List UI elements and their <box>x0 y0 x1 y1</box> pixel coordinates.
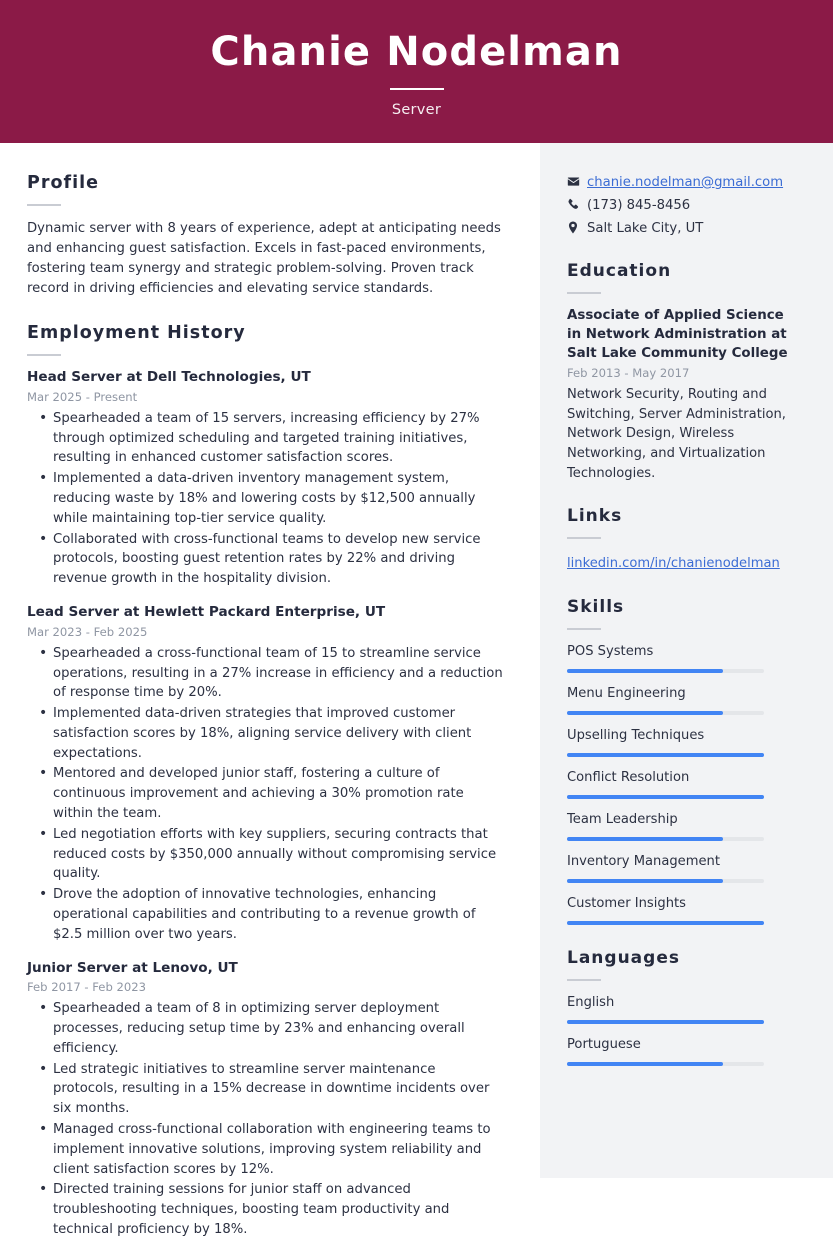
phone-icon <box>567 196 587 211</box>
employment-bullet: • Drove the adoption of innovative technologies, enhancing operational capabilities and contributing to a revenue growth of $2.5 million over two years. <box>27 885 504 944</box>
skill <box>567 727 793 757</box>
resume-body <box>0 143 833 1238</box>
candidate-name: Chanie Nodelman <box>210 29 623 75</box>
employment-bullet: • Spearheaded a team of 15 servers, increasing efficiency by 27% through optimized scheduling and targeted training initiatives, resulting in enhanced customer satisfaction scores. <box>27 409 504 468</box>
employment-bullet: • Managed cross-functional collaboration with engineering teams to implement innovative solutions, improving system reliability and client satisfaction scores by 12%. <box>27 1120 504 1179</box>
contact-row <box>567 219 793 238</box>
profile-link[interactable]: linkedin.com/in/chanienodelman <box>567 556 780 572</box>
employment-bullet: • Spearheaded a cross-functional team of 15 to streamline service operations, resulting in a 27% increase in efficiency and a reduction of response time by 20%. <box>27 644 504 703</box>
contact-row <box>567 196 793 215</box>
education-description: Network Security, Routing and Switching, Server Administration, Network Design, Wireless Networking, and Virtualization Technologies. <box>567 387 786 481</box>
languages-heading: Languages <box>567 947 680 968</box>
skill-level-track <box>567 753 764 757</box>
employment-bullet: • Collaborated with cross-functional teams to develop new service protocols, boosting guest retention rates by 22% and driving revenue growth in the hospitality division. <box>27 530 504 589</box>
employment-entry-title: Junior Server at Lenovo, UT <box>27 959 238 976</box>
employment-heading: Employment History <box>27 323 246 344</box>
education-section <box>567 261 793 483</box>
contact-value: Salt Lake City, UT <box>587 221 704 237</box>
map-pin-icon <box>567 219 587 234</box>
employment-entry-bullets <box>27 409 504 589</box>
employment-bullet: • Led strategic initiatives to streamline server maintenance protocols, resulting in a 15% decrease in downtime incidents over six months. <box>27 1060 504 1119</box>
skill-label: Conflict Resolution <box>567 769 690 785</box>
education-heading-rule <box>567 292 601 294</box>
skills-heading: Skills <box>567 596 625 617</box>
skill-level-fill <box>567 669 723 673</box>
employment-entry <box>27 960 504 1240</box>
skill-level-track <box>567 921 764 925</box>
language <box>567 1036 793 1066</box>
skill-level-fill <box>567 711 723 715</box>
employment-entry-dates: Mar 2023 - Feb 2025 <box>27 624 148 639</box>
sidebar-column <box>540 143 833 1178</box>
skill-level-fill <box>567 921 764 925</box>
skills-section <box>567 597 793 925</box>
skill-level-track <box>567 879 764 883</box>
skill-label: Customer Insights <box>567 895 686 911</box>
employment-bullet: • Led negotiation efforts with key suppliers, securing contracts that reduced costs by $350,000 annually without compromising service quality. <box>27 825 504 884</box>
language-level-fill <box>567 1062 723 1066</box>
candidate-job-title: Server <box>391 102 442 118</box>
language-level-track <box>567 1062 764 1066</box>
skill <box>567 685 793 715</box>
skill <box>567 769 793 799</box>
employment-entry-dates: Feb 2017 - Feb 2023 <box>27 980 146 995</box>
skills-heading-rule <box>567 628 601 630</box>
skill-level-track <box>567 669 764 673</box>
skill-level-track <box>567 711 764 715</box>
employment-section <box>27 323 504 1240</box>
employment-bullet: • Spearheaded a team of 8 in optimizing server deployment processes, reducing setup time by 23% and enhancing overall efficiency. <box>27 999 504 1058</box>
education-heading: Education <box>567 261 672 282</box>
language-label: Portuguese <box>567 1036 641 1052</box>
employment-entry <box>27 604 504 945</box>
profile-heading: Profile <box>27 173 99 193</box>
employment-bullet: • Mentored and developed junior staff, fostering a culture of continuous improvement and achieving a 30% promotion rate within the team. <box>27 764 504 823</box>
links-list <box>567 552 793 574</box>
employment-bullet: • Directed training sessions for junior staff on advanced troubleshooting techniques, boosting team productivity and technical proficiency by 18%. <box>27 1180 504 1239</box>
employment-list <box>27 369 504 1240</box>
employment-bullet: • Implemented a data-driven inventory management system, reducing waste by 18% and lowering costs by $12,500 annually while maintaining top-tier service quality. <box>27 469 504 528</box>
skill-level-fill <box>567 837 723 841</box>
contact-email-link[interactable]: chanie.nodelman@gmail.com <box>587 175 784 190</box>
language-level-track <box>567 1020 764 1024</box>
employment-entry-bullets <box>27 644 504 945</box>
main-column <box>0 143 540 1238</box>
employment-entry-bullets <box>27 999 504 1240</box>
contact-row[interactable] <box>567 173 793 192</box>
skill-label: POS Systems <box>567 643 654 659</box>
contact-list <box>567 173 793 238</box>
skill <box>567 811 793 841</box>
skill <box>567 895 793 925</box>
language-level-fill <box>567 1020 764 1024</box>
header-divider <box>390 88 444 90</box>
employment-entry-title: Head Server at Dell Technologies, UT <box>27 369 311 386</box>
employment-bullet: • Implemented data-driven strategies that improved customer satisfaction scores by 18%, aligning service delivery with client expectations. <box>27 704 504 763</box>
links-section <box>567 506 793 574</box>
skill-label: Team Leadership <box>567 811 678 827</box>
skill-level-track <box>567 795 764 799</box>
employment-heading-rule <box>27 354 61 356</box>
resume-header <box>0 0 833 143</box>
education-dates: Feb 2013 - May 2017 <box>567 365 690 380</box>
profile-heading-rule <box>27 204 61 206</box>
languages-section <box>567 948 793 1066</box>
skill-label: Menu Engineering <box>567 685 686 701</box>
languages-list <box>567 994 793 1066</box>
skill-level-fill <box>567 879 723 883</box>
profile-section <box>27 173 504 299</box>
links-heading-rule <box>567 537 601 539</box>
profile-text: Dynamic server with 8 years of experience, adept at anticipating needs and enhancing guest satisfaction. Excels in fast-paced environments, fostering team synergy and strategic problem-solving. Proven track record in driving efficiencies and elevating service standards. <box>27 221 501 297</box>
skill-label: Upselling Techniques <box>567 727 705 743</box>
education-entry <box>567 307 793 483</box>
envelope-icon <box>567 173 587 188</box>
skill <box>567 853 793 883</box>
skill-level-track <box>567 837 764 841</box>
skill-level-fill <box>567 795 764 799</box>
skill <box>567 643 793 673</box>
language <box>567 994 793 1024</box>
languages-heading-rule <box>567 979 601 981</box>
employment-entry <box>27 369 504 589</box>
education-degree: Associate of Applied Science in Network Administration at Salt Lake Community College <box>567 308 788 361</box>
skills-list <box>567 643 793 925</box>
education-list <box>567 307 793 483</box>
employment-entry-dates: Mar 2025 - Present <box>27 389 138 404</box>
skill-label: Inventory Management <box>567 853 720 869</box>
contact-value: (173) 845-8456 <box>587 198 691 214</box>
links-heading: Links <box>567 506 623 527</box>
language-label: English <box>567 994 615 1010</box>
employment-entry-title: Lead Server at Hewlett Packard Enterprise, UT <box>27 604 386 621</box>
skill-level-fill <box>567 753 764 757</box>
